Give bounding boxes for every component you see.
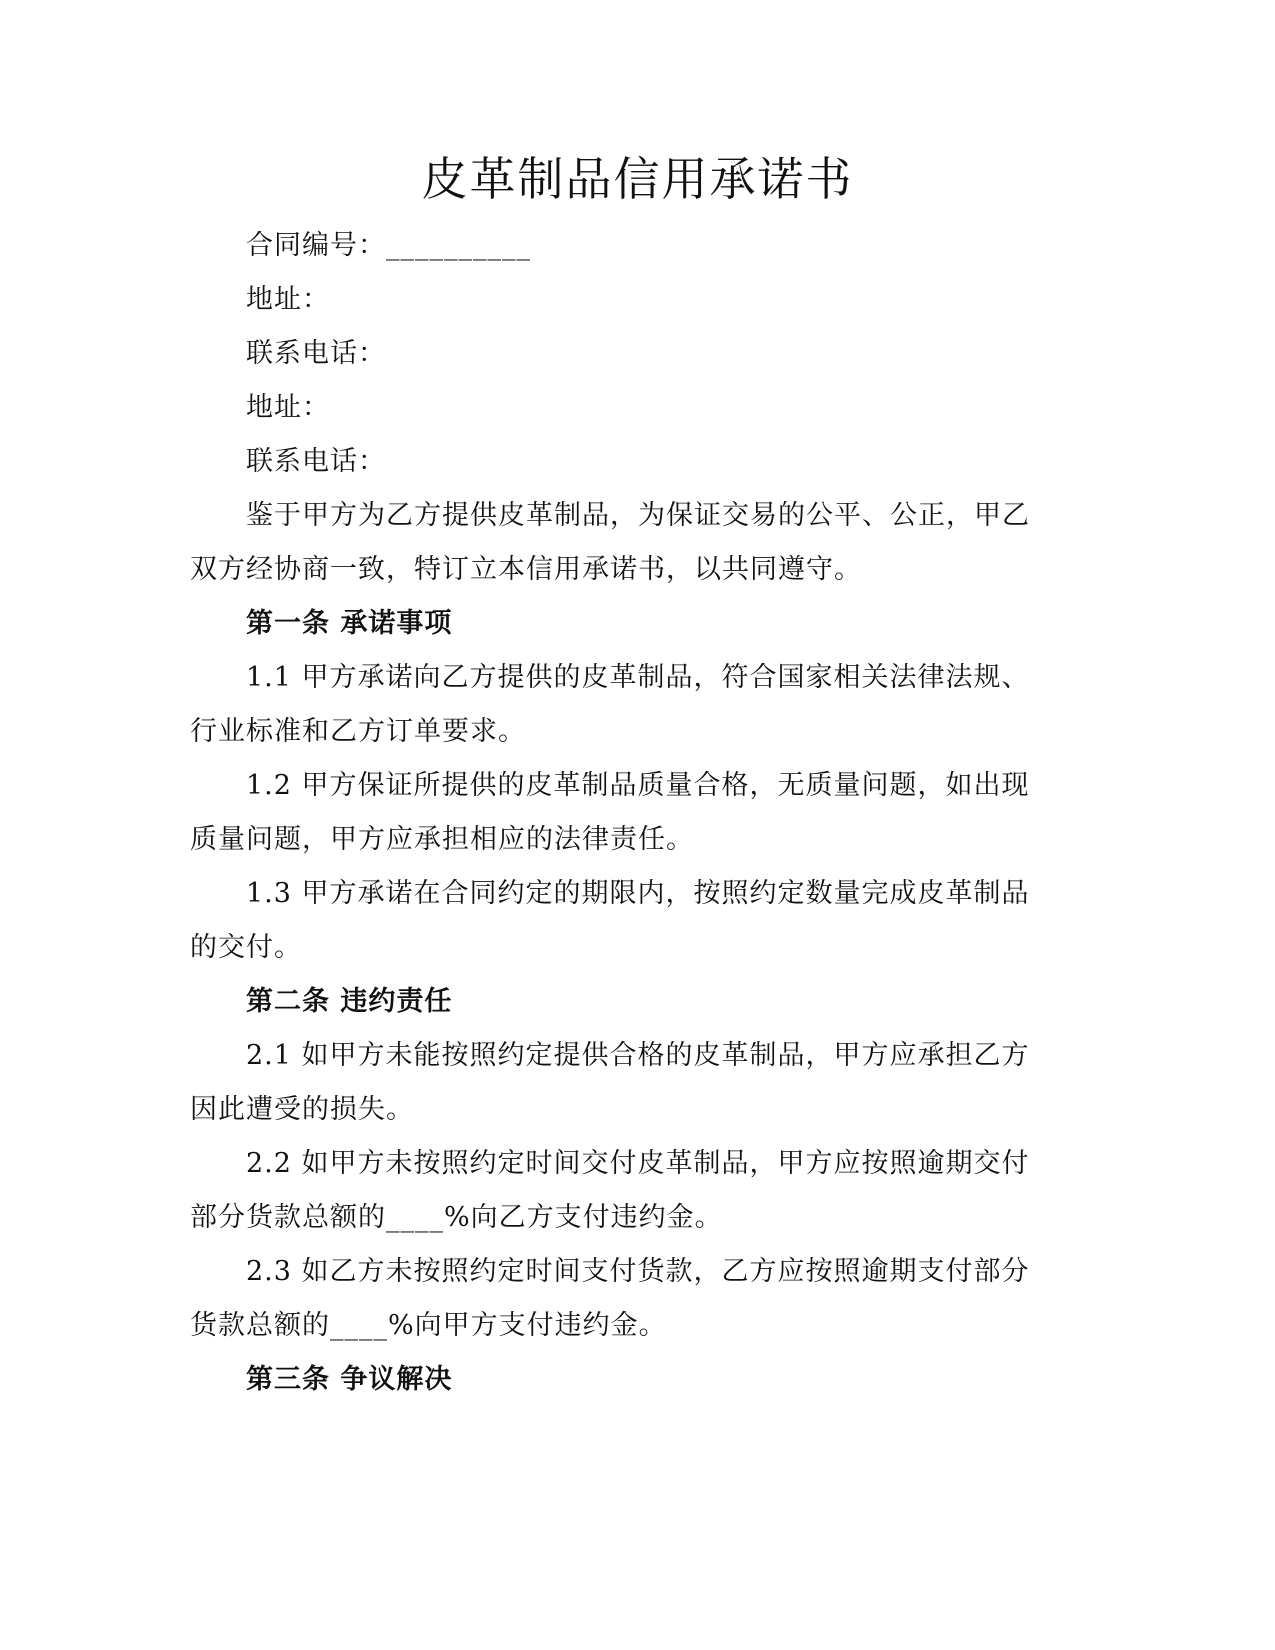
contract-number-line: 合同编号：__________: [246, 230, 531, 261]
clause-2-1-line-1: 2.1 如甲方未能按照约定提供合格的皮革制品，甲方应承担乙方: [246, 1040, 1030, 1071]
clause-1-1-line-2: 行业标准和乙方订单要求。: [190, 716, 526, 747]
party-a-address-line: 地址：: [246, 284, 330, 315]
article-3-heading: 第三条 争议解决: [246, 1364, 453, 1395]
clause-2-3-line-2: 货款总额的____%向甲方支付违约金。: [190, 1310, 667, 1341]
party-b-address-line: 地址：: [246, 392, 330, 423]
article-1-heading: 第一条 承诺事项: [246, 608, 453, 639]
clause-2-3-line-1: 2.3 如乙方未按照约定时间支付货款，乙方应按照逾期支付部分: [246, 1256, 1030, 1287]
clause-2-2-line-1: 2.2 如甲方未按照约定时间交付皮革制品，甲方应按照逾期交付: [246, 1148, 1030, 1179]
clause-2-1-line-2: 因此遭受的损失。: [190, 1094, 414, 1125]
clause-1-1-line-1: 1.1 甲方承诺向乙方提供的皮革制品，符合国家相关法律法规、: [246, 662, 1030, 693]
article-2-heading: 第二条 违约责任: [246, 986, 453, 1017]
clause-1-3-line-1: 1.3 甲方承诺在合同约定的期限内，按照约定数量完成皮革制品: [246, 878, 1030, 909]
party-a-phone-line: 联系电话：: [246, 338, 386, 369]
clause-2-2-line-2: 部分货款总额的____%向乙方支付违约金。: [190, 1202, 723, 1233]
clause-1-2-line-2: 质量问题，甲方应承担相应的法律责任。: [190, 824, 694, 855]
clause-1-2-line-1: 1.2 甲方保证所提供的皮革制品质量合格，无质量问题，如出现: [246, 770, 1030, 801]
document-title: 皮革制品信用承诺书: [421, 152, 854, 206]
preamble-line-2: 双方经协商一致，特订立本信用承诺书，以共同遵守。: [190, 554, 862, 585]
party-b-phone-line: 联系电话：: [246, 446, 386, 477]
preamble-line-1: 鉴于甲方为乙方提供皮革制品，为保证交易的公平、公正，甲乙: [246, 500, 1030, 531]
clause-1-3-line-2: 的交付。: [190, 932, 302, 963]
